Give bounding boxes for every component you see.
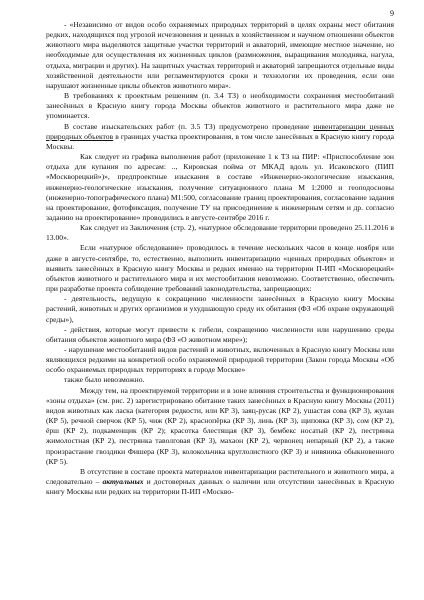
text-fragment: В отсутствие в составе проекта материалов инвентаризации растительного и животного мира, а следовательно –: [46, 466, 394, 487]
paragraph-survey-3-5: [46, 122, 394, 152]
paragraph-quote-protected-areas: - «Независимо от видов особо охраняемых природных территорий в целях охраны мест обитания редких, находящихся под угрозой исчезновения и ценных в хозяйственном и научном отношении объектов животного мира выделяются защитные участки территорий и акваторий, имеющие местное значение, но необходимые для осуществления их жизненных циклов (размножения, выращивания молодняка, нагула, отдыха, миграции и других). На защитных участках территорий и акваторий запрещаются отдельные виды хозяйственной деятельности или регламентируются сроки и технологии их проведения, если они нарушают жизненные циклы объектов животного мира».: [46, 20, 394, 90]
paragraph-requirements-3-4: В требованиях к проектным решениям (п. 3.4 ТЗ) о необходимости сохранения местообитаний занесённых в Красную книгу города Москвы объектов животного и растительного мира даже не упоминается.: [46, 91, 394, 121]
page-number: 9: [390, 9, 394, 18]
paragraph-impossible: также было невозможно.: [64, 375, 145, 385]
list-item-activity: - деятельность, ведущую к сокращению численности занесённых в Красную книгу Москвы растений, животных и других организмов и ухудшающую среду их обитания (ФЗ «Об охране окружающей среды»),: [46, 294, 394, 324]
underlined-text: инвентаризации ценных природных объектов: [46, 121, 394, 141]
paragraph-conclusion: Как следует из Заключения (стр. 2), «натурное обследование территории проведено 25.11.2016 в 13.00».: [46, 223, 394, 243]
text-fragment: В составе изыскательских работ (п. 3.5 ТЗ) предусмотрено проведение: [64, 121, 314, 131]
text-fragment: и достоверных данных о наличии или отсутствии занесённых в Красную книгу Москвы или редких на территории П-ИП «Москво-: [46, 477, 395, 497]
paragraph-field-survey: Если «натурное обследование» проводилось в течение нескольких часов в конце ноября или даже в августе-сентябре, то, естественно, выполнить инвентаризацию «ценных природных объектов» и выявить занесённых в Красную книгу Москвы и редких именно на территории П-ИП «Москворецкий» объектов животного и растительного мира и их местообитания невозможно. Соответственно, обеспечить при разработке проекта соблюдение требований законодательства, запрещающих:: [46, 243, 394, 294]
paragraph-species-list: Между тем, на проектируемой территории и в зоне влияния строительства и функционирования «зоны отдыха» (см. рис. 2) зарегистрировано обитание таких занесённых в Красную книгу Москвы (2011) видов животных как ласка (категория редкости, или КР 3), заяц-русак (КР 2), ушастая сова (КР 3), жулан (КР 5), речной сверчок (КР 5), чиж (КР 2), краснопёрка (КР 3), линь (КР 3), щиповка (КР 3), сом (КР 2), ёрш (КР 2), подкаменщик (КР 2); красотка блестящая (КР 3), бембекс носатый (КР 2), пестрянка жимолостная (КР 2), пестрянка таволговая (КР 3), махаон (КР 2), червонец непарный (КР 2), а также произрастание гвоздики Фишера (КР 3), колокольчика круглолистного (КР 3) и нивяника обыкновенного (КР 5).: [46, 385, 394, 466]
list-item-habitat: - нарушение местообитаний видов растений и животных, включенных в Красную книгу Москвы или являющихся редкими на конкретной особо охраняемой природной территории (Закон города Москвы «Об особо охраняемых природных территориях в городе Москве»: [46, 345, 394, 375]
paragraph-work-schedule: Как следует из графика выполнения работ (приложение 1 к ТЗ на ПИР: «Приспособление зон отдыха для купания по адресам: .., Кировская пойма от МКАД вдоль ул. Исаковского (ПИП «Москворецкий»)», предпроектные изыскания в составе «Инженерно-экологические изыскания, инженерно-геологические изыскания, получение ситуационного плана М 1:2000 и геоподосновы (инженерно-топографического плана) М1:500, согласование границ проектирования, согласование задания на проектирование, фотофиксация, получение ТУ на присоединение к инженерным сетям и др. согласно заданию на проектирование» проводились в августе-сентябре 2016 г.: [46, 152, 394, 222]
emphasized-text: актуальных: [102, 477, 144, 487]
text-fragment: в границах участка проектирования, в том числе занесённых в Красную книгу города Москвы.: [46, 131, 394, 151]
paragraph-absence-inventory: [46, 467, 394, 497]
list-item-actions: - действия, которые могут привести к гибели, сокращению численности или нарушению среды обитания объектов животного мира (ФЗ «О животном мире»);: [46, 324, 394, 344]
